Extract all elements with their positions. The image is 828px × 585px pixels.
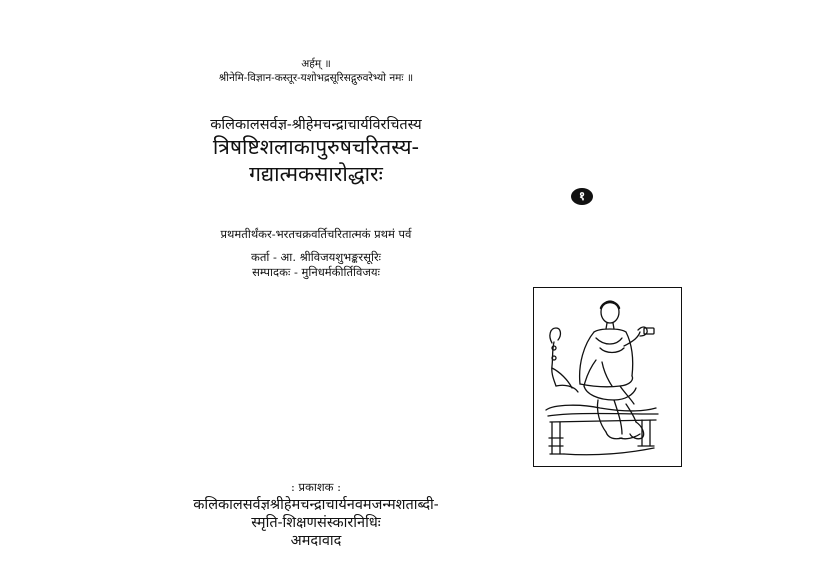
author-credit: कर्ता - आ. श्रीविजयशुभङ्करसूरिः xyxy=(251,250,381,264)
publisher-line-1: कलिकालसर्वज्ञश्रीहेमचन्द्राचार्यनवमजन्मशताब्दी- xyxy=(193,497,439,513)
book-title-line-1: त्रिषष्टिशलाकापुरुषचरितस्य- xyxy=(212,135,420,159)
seated-monk-illustration xyxy=(534,288,680,465)
author-attribution: कलिकालसर्वज्ञ-श्रीहेमचन्द्राचार्यविरचितस्य xyxy=(210,117,422,133)
volume-number-badge: १ xyxy=(571,188,593,205)
illustration-frame xyxy=(533,287,682,467)
book-title-line-2: गद्यात्मकसारोद्धारः xyxy=(249,162,383,186)
editor-credit: सम्पादकः - मुनिधर्मकीर्तिविजयः xyxy=(252,265,380,279)
publisher-label: : प्रकाशक : xyxy=(290,480,342,494)
publisher-city: अमदावाद xyxy=(290,533,342,549)
parva-subtitle: प्रथमतीर्थंकर-भरतचक्रवर्तिचरितात्मकं प्रथमं पर्व xyxy=(220,227,412,241)
publisher-line-2: स्मृति-शिक्षणसंस्कारनिधिः xyxy=(251,515,381,531)
invocation-line-1: अर्हम् ॥ xyxy=(301,58,331,70)
invocation-line-2: श्रीनेमि-विज्ञान-कस्तूर-यशोभद्रसूरिसद्गुरुवरेभ्यो नमः ॥ xyxy=(218,72,414,84)
